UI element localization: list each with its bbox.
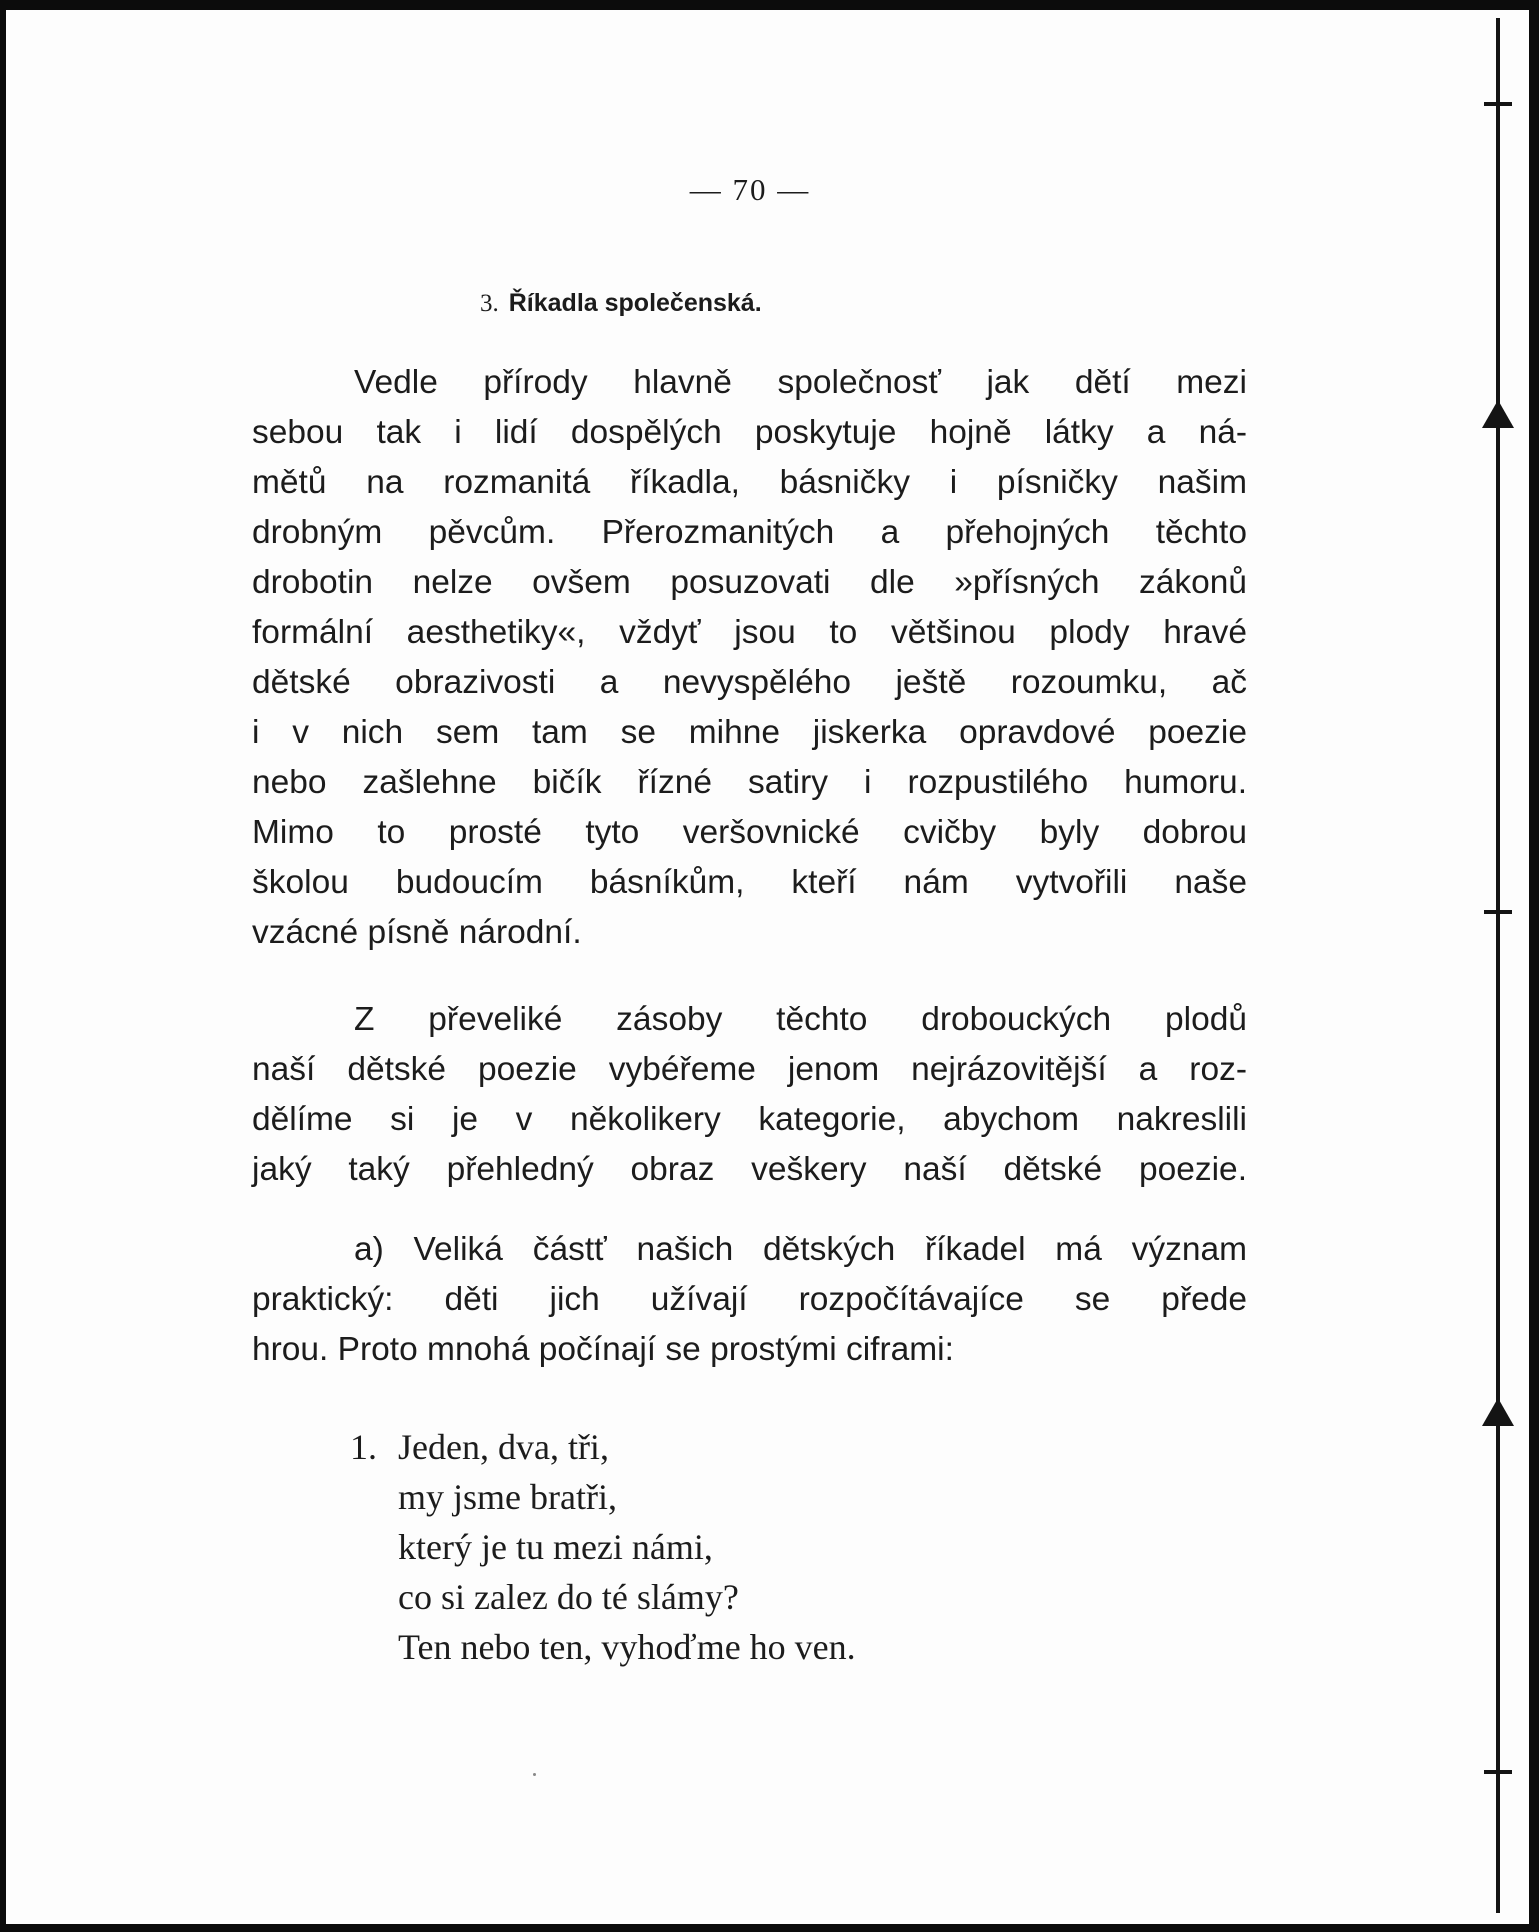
scan-border-bottom — [0, 1924, 1539, 1932]
text-line: i v nich sem tam se mihne jiskerka opravdové poezie — [252, 714, 1247, 751]
section-heading — [480, 289, 1020, 318]
page-number: — 70 — — [689, 172, 811, 207]
poem-line: co si zalez do té slámy? — [398, 1577, 739, 1617]
text-line: drobným pěvcům. Přerozmanitých a přehojných těchto — [252, 514, 1247, 551]
scan-speck — [533, 1773, 536, 1776]
binding-tick — [1484, 102, 1512, 106]
text-line: hrou. Proto mnohá počínají se prostými ciframi: — [252, 1331, 954, 1368]
text-line: dělíme si je v několikery kategorie, abychom nakreslili — [252, 1101, 1247, 1138]
text-line: jaký taký přehledný obraz veškery naší dětské poezie. — [252, 1151, 1247, 1188]
poem-line — [350, 1422, 1050, 1472]
scan-border-right — [1529, 0, 1539, 1932]
text-line: praktický: děti jich užívají rozpočítávajíce se přede — [252, 1281, 1247, 1318]
text-line: dětské obrazivosti a nevyspělého ještě rozoumku, ač — [252, 664, 1247, 701]
text-line: mětů na rozmanitá říkadla, básničky i písničky našim — [252, 464, 1247, 501]
text-line: formální aesthetiky«, vždyť jsou to většinou plody hravé — [252, 614, 1247, 651]
text-line: a) Veliká částť našich dětských říkadel má význam — [354, 1231, 1247, 1268]
poem-line: Ten nebo ten, vyhoďme ho ven. — [398, 1627, 856, 1667]
text-line: školou budoucím básníkům, kteří nám vytvořili naše — [252, 864, 1247, 901]
text-line: naší dětské poezie vybéřeme jenom nejrázovitější a roz- — [252, 1051, 1247, 1088]
binding-edge-line — [1496, 18, 1500, 1913]
paragraph-2 — [252, 995, 1247, 1195]
section-number: 3. — [480, 290, 499, 317]
binding-tick — [1484, 910, 1512, 914]
binding-notch — [1482, 1398, 1514, 1426]
scan-border-left — [0, 0, 6, 1932]
text-line: sebou tak i lidí dospělých poskytuje hojně látky a ná- — [252, 414, 1247, 451]
text-line: drobotin nelze ovšem posuzovati dle »přísných zákonů — [252, 564, 1247, 601]
text-line: Vedle přírody hlavně společnosť jak dětí mezi — [354, 364, 1247, 401]
poem — [350, 1422, 1050, 1672]
text-line: Z převeliké zásoby těchto drobouckých plodů — [354, 1001, 1247, 1038]
binding-tick — [1484, 1770, 1512, 1774]
poem-line-text: Jeden, dva, tři, — [398, 1427, 609, 1467]
poem-line: který je tu mezi námi, — [398, 1527, 713, 1567]
text-line: Mimo to prosté tyto veršovnické cvičby byly dobrou — [252, 814, 1247, 851]
paragraph-1 — [252, 358, 1247, 958]
text-line: vzácné písně národní. — [252, 914, 582, 951]
poem-number: 1. — [350, 1427, 377, 1467]
text-line: nebo zašlehne bičík řízné satiry i rozpustilého humoru. — [252, 764, 1247, 801]
binding-notch — [1482, 400, 1514, 428]
scan-border-top — [0, 0, 1539, 10]
section-title: Říkadla společenská. — [508, 289, 762, 317]
paragraph-3 — [252, 1225, 1247, 1375]
poem-line: my jsme bratři, — [398, 1477, 617, 1517]
